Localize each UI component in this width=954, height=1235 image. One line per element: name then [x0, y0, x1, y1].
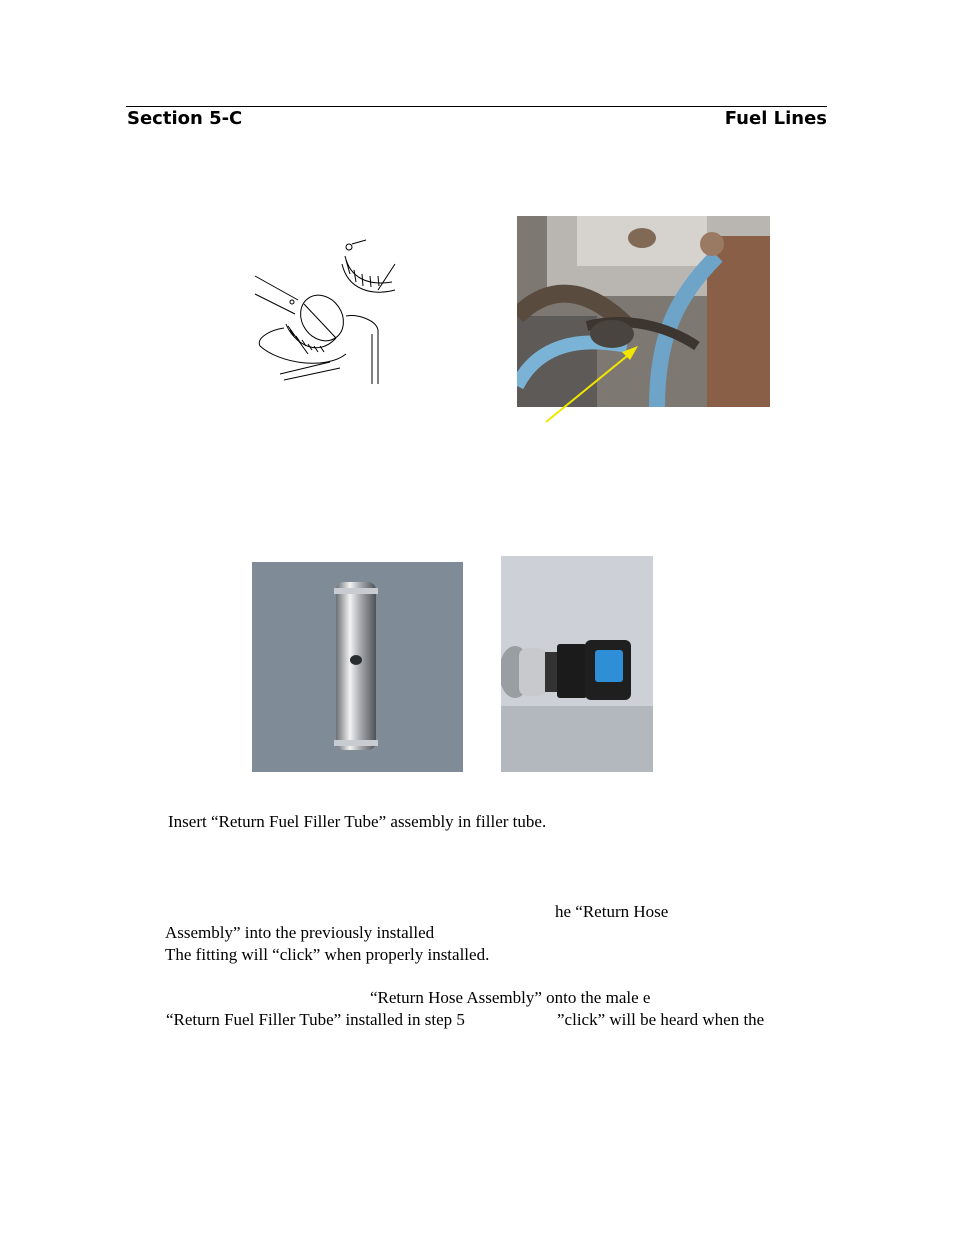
text-fragment-2b: “Return Fuel Filler Tube” installed in step 5	[166, 1010, 465, 1029]
text-fragment-1c: The fitting will “click” when properly installed.	[165, 945, 490, 964]
text-fragment-2a: “Return Hose Assembly” onto the male e	[370, 988, 651, 1007]
chrome-tube-icon	[252, 562, 463, 772]
text-fragment-2c: ”click” will be heard when the	[557, 1010, 765, 1029]
page-title: Fuel Lines	[724, 108, 827, 129]
hose-clamp-icon	[250, 234, 400, 384]
quick-connect-icon	[501, 556, 653, 772]
text-fragment-1b: Assembly” into the previously installed	[165, 923, 435, 942]
section-label: Section 5-C	[127, 108, 243, 129]
step-insert-text: Insert “Return Fuel Filler Tube” assembly in filler tube.	[168, 812, 547, 831]
header-rule	[126, 106, 827, 107]
filler-tube-photo	[252, 562, 463, 772]
connector-photo	[501, 556, 653, 772]
pointer-arrow-icon	[540, 340, 650, 430]
text-fragment-1a: he “Return Hose	[555, 902, 669, 921]
hose-clamp-diagram	[250, 234, 400, 384]
